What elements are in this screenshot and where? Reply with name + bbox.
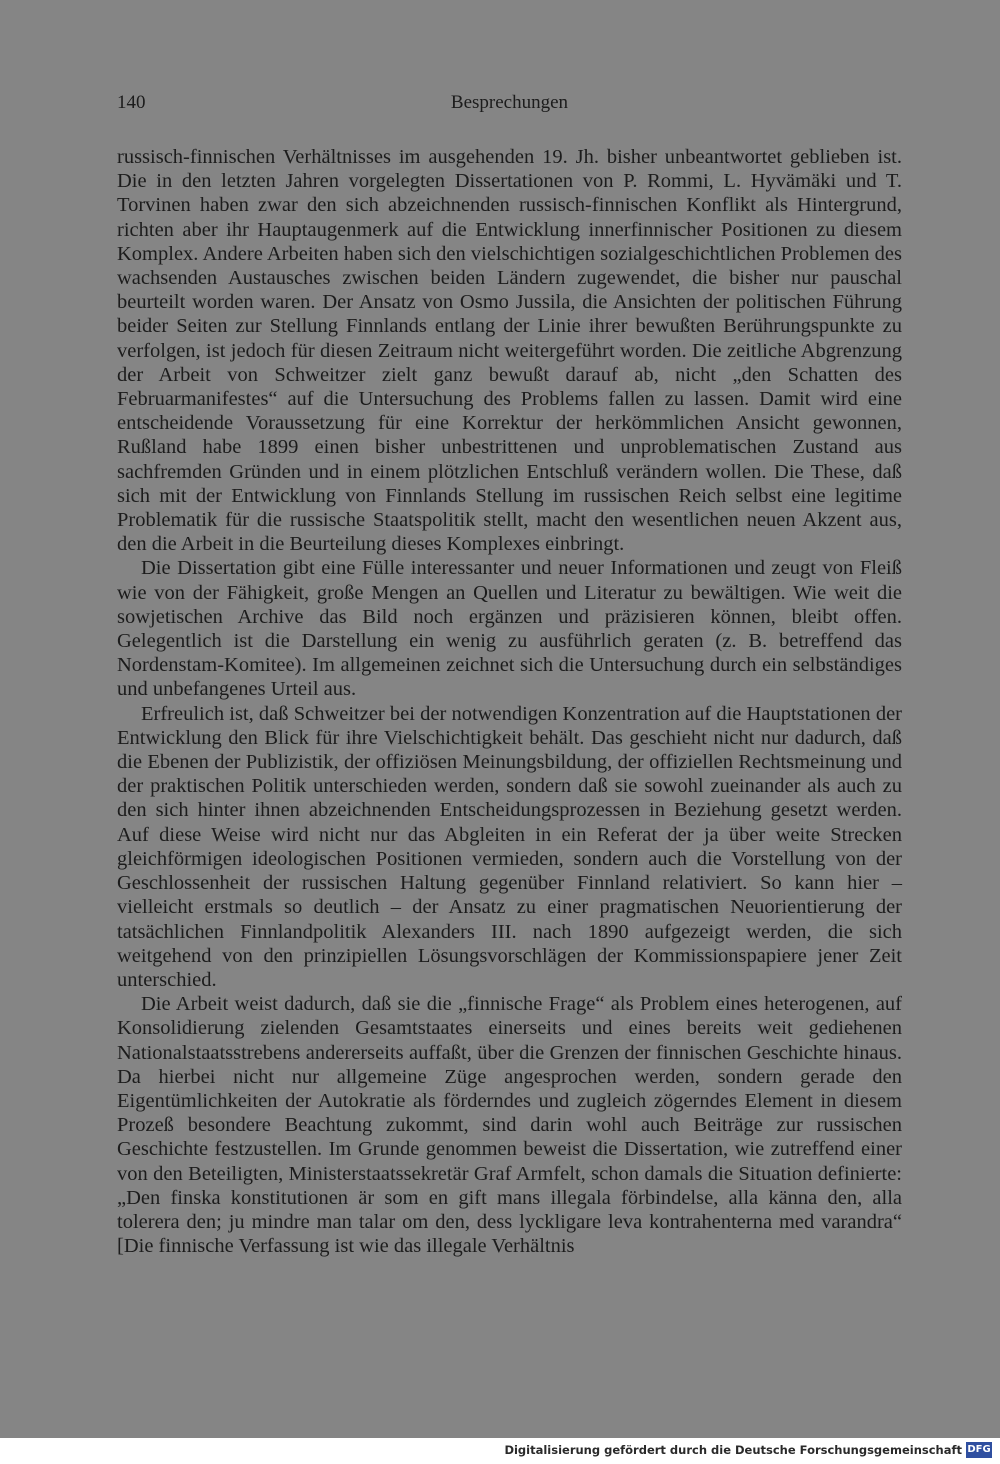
page-header	[117, 92, 902, 120]
funding-credit: Digitalisierung gefördert durch die Deutsche Forschungsgemeinschaft	[504, 1443, 962, 1457]
paragraph: Die Arbeit weist dadurch, daß sie die „finnische Frage“ als Problem eines heterogenen, auf Konsolidierung zielenden Gesamtstaates einerseits und eines bereits weit gediehenen Nationalstaatsstrebens andererseits auffaßt, über die Grenzen der finnischen Geschichte hinaus. Da hierbei nicht nur allgemeine Züge angesprochen werden, sondern gerade den Eigentümlichkeiten der Autokratie als förderndes und zugleich zögerndes Element in diesem Prozeß besondere Beachtung zukommt, sind darin wohl auch Beiträge zur russischen Geschichte festzustellen. Im Grunde genommen beweist die Dissertation, wie zutreffend einer von den Beteiligten, Ministerstaatssekretär Graf Armfelt, schon damals die Situation definierte: „Den finska konstitutionen är som en gift mans illegala förbindelse, alla känna den, alla tolerera den; ju mindre man talar om den, dess lyckligare leva kontrahenterna med varandra“ [Die finnische Verfassung ist wie das illegale Verhältnis	[117, 993, 902, 1258]
paragraph: russisch-finnischen Verhältnisses im ausgehenden 19. Jh. bisher unbeantwortet geblieben ist. Die in den letzten Jahren vorgelegten Dissertationen von P. Rommi, L. Hyvämäki und T. Torvinen haben zwar den sich abzeichnenden russisch-finnischen Konflikt als Hintergrund, richten aber ihr Hauptaugenmerk auf die Entwicklung innerfinnischer Positionen zu diesem Komplex. Andere Arbeiten haben sich den vielschichtigen sozialgeschichtlichen Problemen des wachsenden Austausches zwischen beiden Ländern zugewendet, die bisher nur pauschal beurteilt worden waren. Der Ansatz von Osmo Jussila, die Ansichten der politischen Führung beider Seiten zur Stellung Finnlands entlang der Linie ihrer bewußten Berührungspunkte zu verfolgen, ist jedoch für diesen Zeitraum nicht weitergeführt worden. Die zeitliche Abgrenzung der Arbeit von Schweitzer zielt ganz bewußt darauf ab, nicht „den Schatten des Februarmanifestes“ auf die Untersuchung des Problems fallen zu lassen. Damit wird eine entscheidende Voraussetzung für eine Korrektur der herkömmlichen Ansicht gewonnen, Rußland habe 1899 einen bisher unbestrittenen und unproblematischen Zustand aus sachfremden Gründen und in einem plötzlichen Entschluß verändern wollen. Die These, daß sich mit der Entwicklung von Finnlands Stellung im russischen Reich selbst eine legitime Problematik für die russische Staatspolitik stellt, macht den wesentlichen neuen Akzent aus, den die Arbeit in die Beurteilung dieses Komplexes einbringt.	[117, 146, 902, 556]
running-title: Besprechungen	[450, 92, 569, 113]
dfg-logo-icon: DFG	[966, 1442, 992, 1458]
page-number: 140	[117, 92, 146, 113]
paragraph: Die Dissertation gibt eine Fülle interessanter und neuer Informationen und zeugt von Fleiß wie von der Fähigkeit, große Mengen an Quellen und Literatur zu bewältigen. Wie weit die sowjetischen Archive das Bild noch ergänzen und präzisieren können, bleibt offen. Gelegentlich ist die Darstellung ein wenig zu ausführlich geraten (z. B. betreffend das Nordenstam-Komitee). Im allgemeinen zeichnet sich die Untersuchung durch ein selbständiges und unbefangenes Urteil aus.	[117, 557, 902, 701]
footer-bar	[0, 1438, 1000, 1464]
paragraph: Erfreulich ist, daß Schweitzer bei der notwendigen Konzentration auf die Hauptstationen der Entwicklung den Blick für ihre Vielschichtigkeit behält. Das geschieht nicht nur dadurch, daß die Ebenen der Publizistik, der offiziösen Meinungsbildung, der offiziellen Rechtsmeinung und der praktischen Politik unterschieden werden, sondern daß sie sowohl zueinander als auch zu den sich hinter ihnen abzeichnenden Entscheidungsprozessen in Beziehung gesetzt werden. Auf diese Weise wird nicht nur das Abgleiten in ein Referat der ja über weite Strecken gleichförmigen ideologischen Positionen vermieden, sondern auch die Vorstellung von der Geschlossenheit der russischen Haltung gegenüber Finnland relativiert. So kann hier – vielleicht erstmals so deutlich – der Ansatz zu einer pragmatischen Neuorientierung der tatsächlichen Finnlandpolitik Alexanders III. nach 1890 aufgezeigt werden, die sich weitgehend von den prinzipiellen Lösungsvorschlägen der Kommissionspapiere jener Zeit unterschied.	[117, 702, 902, 991]
article-body	[117, 145, 902, 1258]
